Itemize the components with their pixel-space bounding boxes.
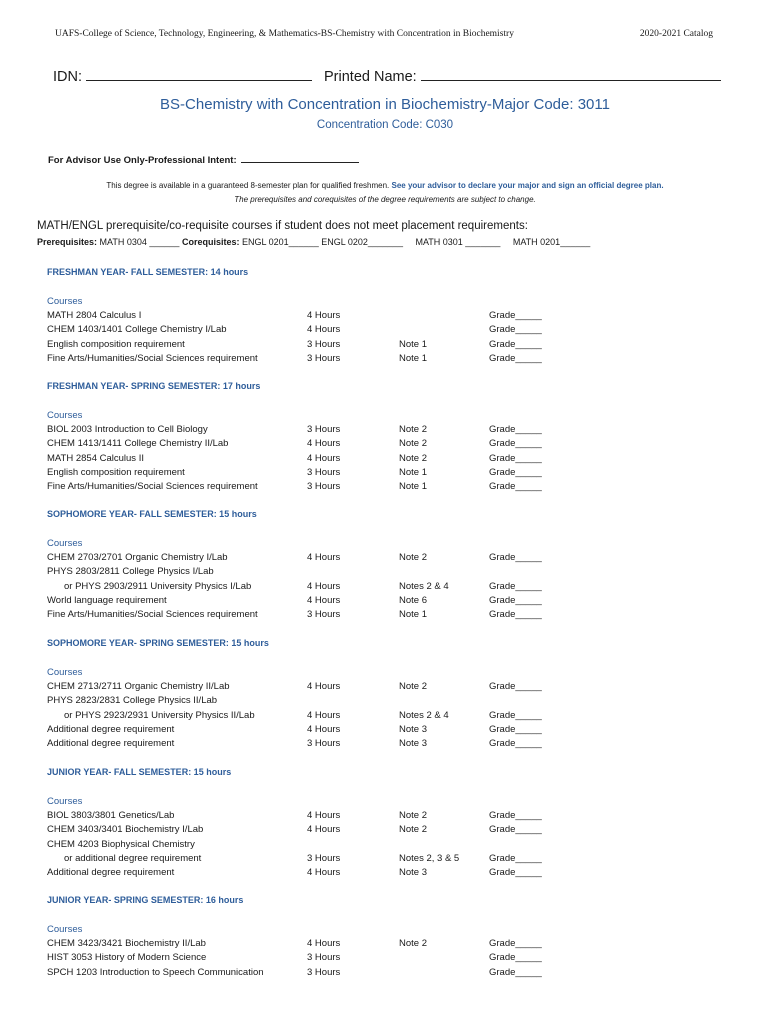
course-hours: 4 Hours xyxy=(307,452,341,464)
course-note: Note 2 xyxy=(399,681,427,692)
grade-blank[interactable]: Grade_____ xyxy=(489,810,542,821)
course-row xyxy=(0,438,770,452)
course-row xyxy=(0,938,770,952)
course-row xyxy=(0,324,770,338)
course-note: Notes 2 & 4 xyxy=(399,709,449,721)
course-name: CHEM 4203 Biophysical Chemistry xyxy=(47,838,195,850)
course-name: English composition requirement xyxy=(47,466,185,478)
course-note: Note 2 xyxy=(399,452,427,464)
grade-blank[interactable]: Grade_____ xyxy=(489,966,542,978)
grade-blank[interactable]: Grade_____ xyxy=(489,709,542,721)
course-name: Additional degree requirement xyxy=(47,867,175,879)
course-row xyxy=(0,724,770,738)
course-name: or PHYS 2923/2931 University Physics II/Lab xyxy=(64,709,255,721)
grade-blank[interactable]: Grade_____ xyxy=(489,552,542,563)
course-hours: 4 Hours xyxy=(307,681,341,692)
course-hours: 4 Hours xyxy=(307,723,341,735)
course-row xyxy=(0,695,770,709)
grade-blank[interactable]: Grade_____ xyxy=(489,852,542,864)
courses-label: Courses xyxy=(47,924,83,935)
course-row xyxy=(0,310,770,324)
course-name: MATH 2804 Calculus I xyxy=(47,310,142,321)
course-row xyxy=(0,552,770,566)
course-row xyxy=(0,424,770,438)
grade-blank[interactable]: Grade_____ xyxy=(489,466,542,478)
course-row xyxy=(0,467,770,481)
course-note: Note 2 xyxy=(399,824,427,836)
prereq-value: MATH 0304 ______ xyxy=(99,237,180,247)
printed-name-field[interactable] xyxy=(324,66,721,85)
grade-blank[interactable]: Grade_____ xyxy=(489,681,542,692)
course-note: Notes 2, 3 & 5 xyxy=(399,852,460,864)
course-row xyxy=(0,353,770,367)
coreq-value: ENGL 0201______ ENGL 0202_______ MATH 0301 _______ MATH 0201______ xyxy=(241,237,591,247)
advisor-label: For Advisor Use Only-Professional Intent: xyxy=(48,155,237,166)
course-row xyxy=(0,609,770,623)
grade-blank[interactable]: Grade_____ xyxy=(489,324,542,336)
course-name: PHYS 2823/2831 College Physics II/Lab xyxy=(47,695,218,707)
course-hours: 4 Hours xyxy=(307,594,341,606)
course-name: Additional degree requirement xyxy=(47,738,175,750)
grade-blank[interactable]: Grade_____ xyxy=(489,481,542,493)
course-hours: 3 Hours xyxy=(307,466,341,478)
course-hours: 4 Hours xyxy=(307,438,341,450)
course-hours: 3 Hours xyxy=(307,424,341,435)
advisor-blank[interactable] xyxy=(241,152,359,163)
course-row xyxy=(0,839,770,853)
semester-title: SOPHOMORE YEAR- FALL SEMESTER: 15 hours xyxy=(47,509,257,519)
course-hours: 4 Hours xyxy=(307,310,341,321)
course-row xyxy=(0,595,770,609)
course-name: SPCH 1203 Introduction to Speech Communication xyxy=(47,966,264,978)
course-hours: 3 Hours xyxy=(307,352,341,364)
advisor-field[interactable] xyxy=(48,152,359,166)
course-row xyxy=(0,453,770,467)
course-note: Note 3 xyxy=(399,723,427,735)
grade-blank[interactable]: Grade_____ xyxy=(489,438,542,450)
course-hours: 3 Hours xyxy=(307,738,341,750)
course-hours: 3 Hours xyxy=(307,952,341,964)
course-name: Fine Arts/Humanities/Social Sciences requirement xyxy=(47,609,258,621)
course-hours: 3 Hours xyxy=(307,609,341,621)
grade-blank[interactable]: Grade_____ xyxy=(489,867,542,879)
course-row xyxy=(0,566,770,580)
concentration-code: Concentration Code: C030 xyxy=(316,119,454,131)
course-hours: 4 Hours xyxy=(307,824,341,836)
courses-label: Courses xyxy=(47,296,83,307)
course-row xyxy=(0,481,770,495)
course-name: English composition requirement xyxy=(47,338,185,350)
course-note: Note 1 xyxy=(399,481,427,493)
course-name: CHEM 3423/3421 Biochemistry II/Lab xyxy=(47,938,206,949)
course-hours: 4 Hours xyxy=(307,552,341,563)
course-name: CHEM 1403/1401 College Chemistry I/Lab xyxy=(47,324,227,336)
course-note: Note 1 xyxy=(399,609,427,621)
course-name: Fine Arts/Humanities/Social Sciences requirement xyxy=(47,352,258,364)
course-note: Note 2 xyxy=(399,438,427,450)
math-engl-heading: MATH/ENGL prerequisite/co-requisite courses if student does not meet placement requirements: xyxy=(37,220,528,232)
course-note: Note 2 xyxy=(399,552,427,563)
courses-label: Courses xyxy=(47,796,83,807)
course-hours: 3 Hours xyxy=(307,338,341,350)
course-hours: 4 Hours xyxy=(307,867,341,879)
guarantee-emphasis: See your advisor to declare your major and sign an official degree plan. xyxy=(391,181,664,190)
course-name: BIOL 3803/3801 Genetics/Lab xyxy=(47,810,175,821)
guarantee-statement xyxy=(0,181,770,190)
course-row xyxy=(0,810,770,824)
prereq-disclaimer: The prerequisites and corequisites of the degree requirements are subject to change. xyxy=(234,195,536,204)
courses-label: Courses xyxy=(47,538,83,549)
course-note: Note 3 xyxy=(399,738,427,750)
course-note: Note 3 xyxy=(399,867,427,879)
course-row xyxy=(0,867,770,881)
grade-blank[interactable]: Grade_____ xyxy=(489,824,542,836)
course-row xyxy=(0,824,770,838)
grade-blank[interactable]: Grade_____ xyxy=(489,594,542,606)
course-note: Note 2 xyxy=(399,810,427,821)
course-hours: 4 Hours xyxy=(307,938,341,949)
grade-blank[interactable]: Grade_____ xyxy=(489,952,542,964)
grade-blank[interactable]: Grade_____ xyxy=(489,452,542,464)
course-name: CHEM 2713/2711 Organic Chemistry II/Lab xyxy=(47,681,230,692)
course-name: CHEM 3403/3401 Biochemistry I/Lab xyxy=(47,824,204,836)
course-row xyxy=(0,952,770,966)
grade-blank[interactable]: Grade_____ xyxy=(489,424,542,435)
course-hours: 4 Hours xyxy=(307,709,341,721)
prereq-label: Prerequisites: xyxy=(37,237,98,247)
course-hours: 4 Hours xyxy=(307,324,341,336)
idn-blank[interactable] xyxy=(86,66,312,81)
course-row xyxy=(0,339,770,353)
courses-label: Courses xyxy=(47,667,83,678)
grade-blank[interactable]: Grade_____ xyxy=(489,580,542,592)
prereq-line xyxy=(37,237,590,247)
course-row xyxy=(0,710,770,724)
course-note: Note 2 xyxy=(399,938,427,949)
semester-title: JUNIOR YEAR- SPRING SEMESTER: 16 hours xyxy=(47,895,244,905)
printed-name-label: Printed Name: xyxy=(324,69,417,85)
catalog-header-title: UAFS-College of Science, Technology, Engineering, & Mathematics-BS-Chemistry with Concentration in Biochemistry xyxy=(55,29,514,39)
grade-blank[interactable]: Grade_____ xyxy=(489,738,542,750)
course-name: World language requirement xyxy=(47,594,167,606)
course-name: HIST 3053 History of Modern Science xyxy=(47,952,207,964)
coreq-label: Corequisites: xyxy=(181,237,240,247)
course-hours: 3 Hours xyxy=(307,966,341,978)
course-name: Fine Arts/Humanities/Social Sciences requirement xyxy=(47,481,258,493)
course-note: Notes 2 & 4 xyxy=(399,580,449,592)
semester-title: FRESHMAN YEAR- SPRING SEMESTER: 17 hours xyxy=(47,381,261,391)
guarantee-text: This degree is available in a guaranteed 8-semester plan for qualified freshmen. xyxy=(106,181,390,190)
course-row xyxy=(0,967,770,981)
course-name: CHEM 2703/2701 Organic Chemistry I/Lab xyxy=(47,552,228,563)
courses-label: Courses xyxy=(47,410,83,421)
course-name: PHYS 2803/2811 College Physics I/Lab xyxy=(47,566,214,578)
course-hours: 3 Hours xyxy=(307,852,341,864)
grade-blank[interactable]: Grade_____ xyxy=(489,723,542,735)
course-name: or PHYS 2903/2911 University Physics I/Lab xyxy=(64,580,252,592)
course-note: Note 6 xyxy=(399,594,427,606)
course-name: or additional degree requirement xyxy=(64,852,202,864)
course-row xyxy=(0,581,770,595)
course-hours: 3 Hours xyxy=(307,481,341,493)
course-name: CHEM 1413/1411 College Chemistry II/Lab xyxy=(47,438,229,450)
course-row xyxy=(0,738,770,752)
idn-label: IDN: xyxy=(53,69,82,85)
course-name: Additional degree requirement xyxy=(47,723,175,735)
semester-title: JUNIOR YEAR- FALL SEMESTER: 15 hours xyxy=(47,767,232,777)
course-note: Note 1 xyxy=(399,338,427,350)
course-row xyxy=(0,681,770,695)
course-row xyxy=(0,853,770,867)
course-name: BIOL 2003 Introduction to Cell Biology xyxy=(47,424,208,435)
course-hours: 4 Hours xyxy=(307,810,341,821)
semester-title: SOPHOMORE YEAR- SPRING SEMESTER: 15 hours xyxy=(47,638,269,648)
grade-blank[interactable]: Grade_____ xyxy=(489,609,542,621)
grade-blank[interactable]: Grade_____ xyxy=(489,310,542,321)
course-note: Note 2 xyxy=(399,424,427,435)
grade-blank[interactable]: Grade_____ xyxy=(489,338,542,350)
catalog-year: 2020-2021 Catalog xyxy=(639,29,713,39)
idn-field[interactable] xyxy=(53,66,312,85)
course-name: MATH 2854 Calculus II xyxy=(47,452,144,464)
page-title: BS-Chemistry with Concentration in Biochemistry-Major Code: 3011 xyxy=(160,96,610,113)
course-hours: 4 Hours xyxy=(307,580,341,592)
course-note: Note 1 xyxy=(399,466,427,478)
course-note: Note 1 xyxy=(399,352,427,364)
semester-title: FRESHMAN YEAR- FALL SEMESTER: 14 hours xyxy=(47,267,249,277)
printed-name-blank[interactable] xyxy=(421,66,721,81)
grade-blank[interactable]: Grade_____ xyxy=(489,352,542,364)
grade-blank[interactable]: Grade_____ xyxy=(489,938,542,949)
